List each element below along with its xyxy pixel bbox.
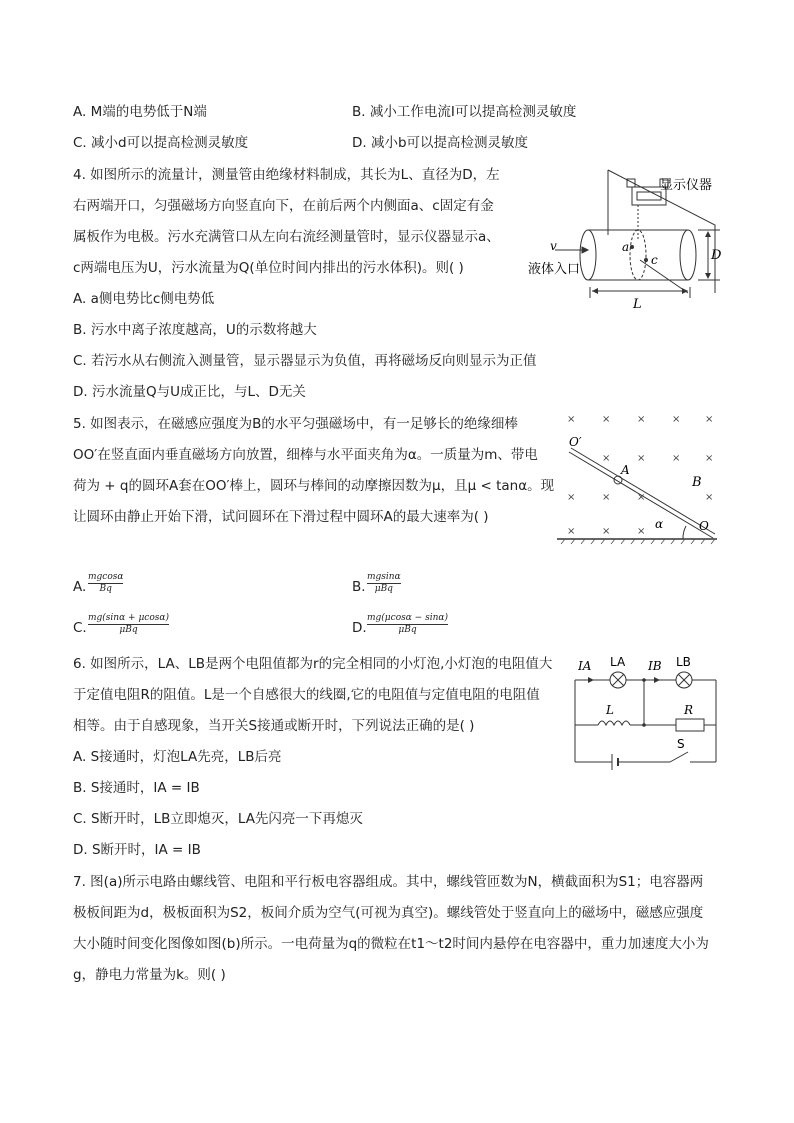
q4-stem-line2: 右两端开口，匀强磁场方向竖直向下，在前后两个内侧面a、c固定有金 [73,198,494,214]
q6-circuit-figure [570,650,720,775]
q5-option-c-fraction [88,613,169,636]
q4-option-b: B. 污水中离子浓度越高，U的示数将越大 [73,322,317,338]
q4-stem-line4: c两端电压为U，污水流量为Q(单位时间内排出的污水体积)。则( ) [73,260,464,276]
q6-option-b: B. S接通时，IA = IB [73,780,200,796]
svg-text:×: × [672,414,681,425]
lamp-lb-label: LB [676,655,691,669]
q5-stem-line1: 5. 如图表示，在磁感应强度为B的水平匀强磁场中，有一足够长的绝缘细棒 [73,416,518,432]
q7-stem-line2: 极板间距为d，极板面积为S2，板间介质为空气(可视为真空)。螺线管处于竖直向上的磁场中，磁感应强度 [73,905,704,921]
electrode-c-label: c [651,253,658,267]
q5-inclined-rod-figure [555,408,725,548]
svg-text:×: × [602,453,611,464]
q4-stem-line1: 4. 如图所示的流量计，测量管由绝缘材料制成，其长为L、直径为D，左 [73,167,500,183]
q4-flowmeter-figure [520,165,730,315]
q4-stem-line3: 属板作为电极。污水充满管口从左向右流经测量管时，显示仪器显示a、 [73,229,500,245]
angle-alpha-label: α [655,517,664,531]
field-b-label: B [692,475,702,490]
current-ib-label: IB [648,659,662,673]
q5-stem-line2: OO′在竖直面内垂直磁场方向放置，细棒与水平面夹角为α。一质量为m、带电 [73,447,538,463]
svg-text:×: × [637,414,646,425]
q5-option-b-denominator: μBq [374,584,393,594]
q5-option-d-fraction [367,613,448,636]
velocity-label: v [550,239,557,253]
inlet-label: 液体入口 [528,262,581,277]
display-label: 显示仪器 [660,178,713,193]
ring-a-label: A [621,463,630,477]
svg-text:×: × [705,453,714,464]
q6-stem-line3: 相等。由于自感现象，当开关S接通或断开时，下列说法正确的是( ) [73,718,475,734]
q5-option-a-fraction [88,572,123,595]
q6-stem-line1: 6. 如图所示，LA、LB是两个电阻值都为r的完全相同的小灯泡,小灯泡的电阻值大 [73,656,553,672]
q5-option-c-numerator: mg(sinα + μcosα) [88,613,169,623]
svg-text:×: × [637,492,646,503]
length-label: L [633,297,642,312]
q3-option-b: B. 减小工作电流I可以提高检测灵敏度 [352,104,577,120]
q6-option-a: A. S接通时，灯泡LA先亮，LB后亮 [73,749,282,765]
resistor-r [676,719,704,731]
switch-s-label: S [677,737,685,751]
svg-text:×: × [567,526,576,537]
point-o-label: O [699,519,709,533]
point-o-prime-label: O′ [569,435,582,449]
inductor-l [598,721,630,725]
q5-option-d-denominator: μBq [398,625,417,635]
lamp-la-label: LA [610,655,626,669]
q3-option-a: A. M端的电势低于N端 [73,104,207,120]
q5-option-b-label: B. [352,579,366,595]
svg-text:×: × [705,492,714,503]
q5-stem-line3: 荷为 + q的圆环A套在OO′棒上，圆环与棒间的动摩擦因数为μ，且μ < tanα。现 [73,478,555,494]
svg-text:×: × [567,414,576,425]
svg-text:×: × [602,526,611,537]
q7-stem-line3: 大小随时间变化图像如图(b)所示。一电荷量为q的微粒在t1～t2时间内悬停在电容器中，重力加速度大小为 [73,936,709,952]
q5-option-d-numerator: mg(μcosα − sinα) [367,613,448,623]
svg-text:×: × [602,492,611,503]
diameter-label: D [711,248,722,263]
q5-option-d-label: D. [352,620,367,636]
q5-option-b-fraction [367,572,401,595]
q5-option-a-denominator: Bq [99,584,112,594]
q5-option-a-numerator: mgcosα [88,572,124,582]
svg-text:×: × [637,453,646,464]
resistor-r-label: R [684,703,694,717]
switch-s [670,752,688,762]
q7-stem-line1: 7. 图(a)所示电路由螺线管、电阻和平行板电容器组成。其中，螺线管匝数为N，横截面积为S1；电容器两 [73,874,704,890]
svg-text:×: × [637,526,646,537]
inductor-l-label: L [606,703,614,717]
q3-option-d: D. 减小b可以提高检测灵敏度 [352,135,529,151]
current-ia-label: IA [578,659,592,673]
q6-option-d: D. S断开时，IA = IB [73,842,201,858]
q7-stem-line4: g，静电力常量为k。则( ) [73,967,226,983]
q6-stem-line2: 于定值电阻R的阻值。L是一个自感很大的线圈,它的电阻值与定值电阻的电阻值 [73,687,540,703]
q5-stem-line4: 让圆环由静止开始下滑，试问圆环在下滑过程中圆环A的最大速率为( ) [73,509,489,525]
q4-option-a: A. a侧电势比c侧电势低 [73,291,215,307]
q4-option-c: C. 若污水从右侧流入测量管，显示器显示为负值，再将磁场反向则显示为正值 [73,353,537,369]
q3-option-c: C. 减小d可以提高检测灵敏度 [73,135,249,151]
q5-option-b-numerator: mgsinα [367,572,401,582]
q5-option-c-denominator: μBq [119,625,138,635]
electrode-a-label: a [622,240,630,254]
svg-text:×: × [602,414,611,425]
q4-option-d: D. 污水流量Q与U成正比，与L、D无关 [73,384,306,400]
q5-option-c-label: C. [73,620,87,636]
svg-text:×: × [705,414,714,425]
svg-text:×: × [567,492,576,503]
svg-text:×: × [672,453,681,464]
q5-option-a-label: A. [73,579,87,595]
q6-option-c: C. S断开时，LB立即熄灭，LA先闪亮一下再熄灭 [73,811,363,827]
